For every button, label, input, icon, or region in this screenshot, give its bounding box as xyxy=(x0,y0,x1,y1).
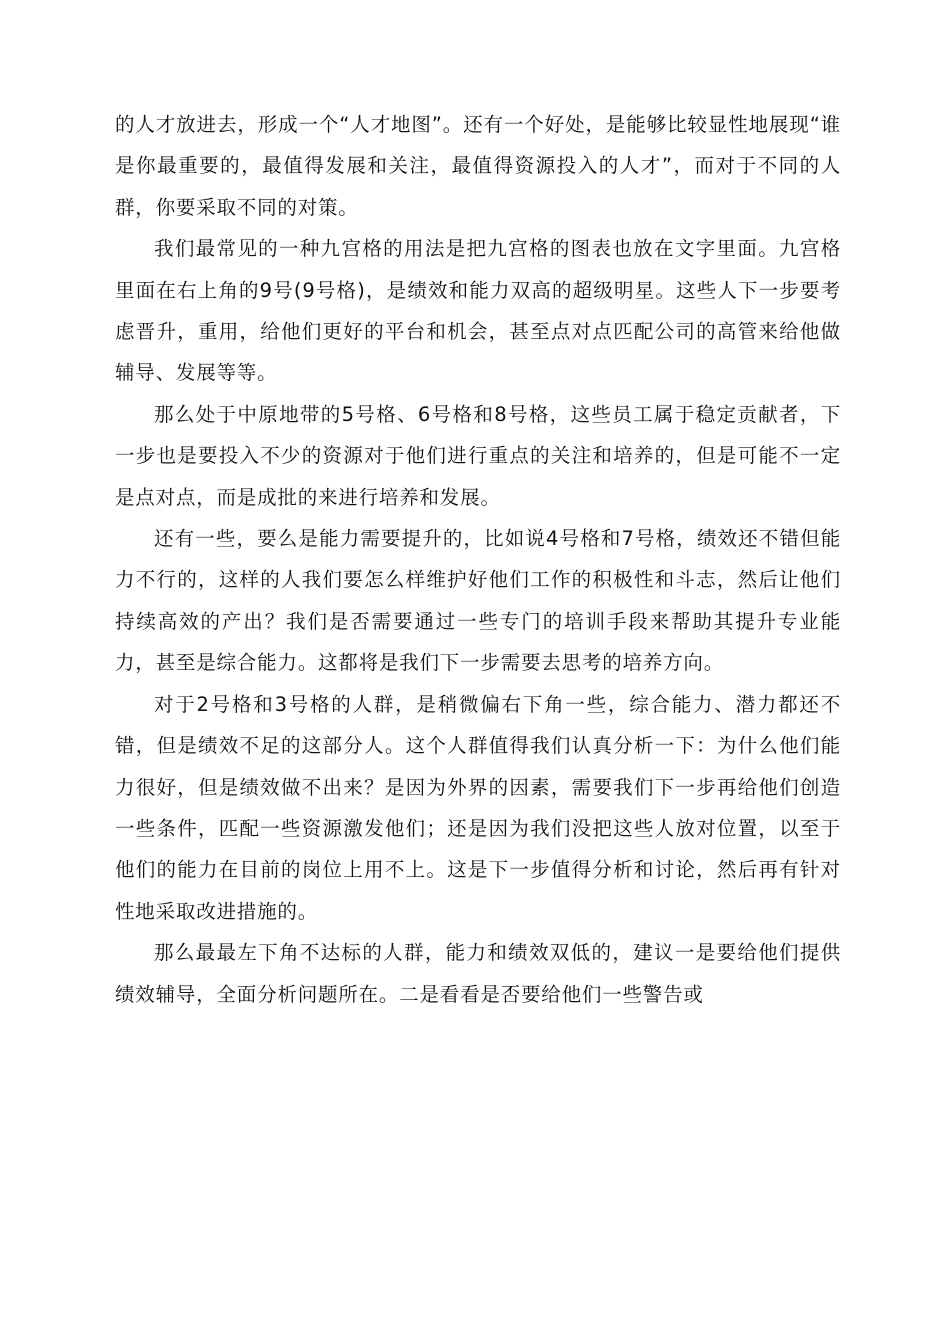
paragraph-ability-improvement: 还有一些，要么是能力需要提升的，比如说4号格和7号格，绩效还不错但能力不行的，这样的人我们要怎么样维护好他们工作的积极性和斗志，然后让他们持续高效的产出？我们是否需要通过一些专门的培训手段来帮助其提升专业能力，甚至是综合能力。这都将是我们下一步需要去思考的培养方向。 xyxy=(115,527,841,675)
paragraph-performance-gap: 对于2号格和3号格的人群，是稍微偏右下角一些，综合能力、潜力都还不错，但是绩效不足的这部分人。这个人群值得我们认真分析一下：为什么他们能力很好，但是绩效做不出来？是因为外界的因素，需要我们下一步再给他们创造一些条件，匹配一些资源激发他们；还是因为我们没把这些人放对位置，以至于他们的能力在目前的岗位上用不上。这是下一步值得分析和讨论，然后再有针对性地采取改进措施的。 xyxy=(115,692,841,923)
paragraph-low-performers: 那么最最左下角不达标的人群，能力和绩效双低的，建议一是要给他们提供绩效辅导，全面分析问题所在。二是看看是否要给他们一些警告或 xyxy=(115,941,841,1006)
paragraph-continued: 的人才放进去，形成一个“人才地图”。还有一个好处，是能够比较显性地展现“谁是你最重要的，最值得发展和关注，最值得资源投入的人才”，而对于不同的人群，你要采取不同的对策。 xyxy=(115,113,841,219)
body-text xyxy=(115,104,841,1015)
paragraph-stable-contributors: 那么处于中原地带的5号格、6号格和8号格，这些员工属于稳定贡献者，下一步也是要投入不少的资源对于他们进行重点的关注和培养的，但是可能不一定是点对点，而是成批的来进行培养和发展。 xyxy=(115,402,841,509)
paragraph-nine-grid-star: 我们最常见的一种九宫格的用法是把九宫格的图表也放在文字里面。九宫格里面在右上角的9号(9号格)，是绩效和能力双高的超级明星。这些人下一步要考虑晋升，重用，给他们更好的平台和机会，甚至点对点匹配公司的高管来给他做辅导、发展等等。 xyxy=(115,237,841,385)
